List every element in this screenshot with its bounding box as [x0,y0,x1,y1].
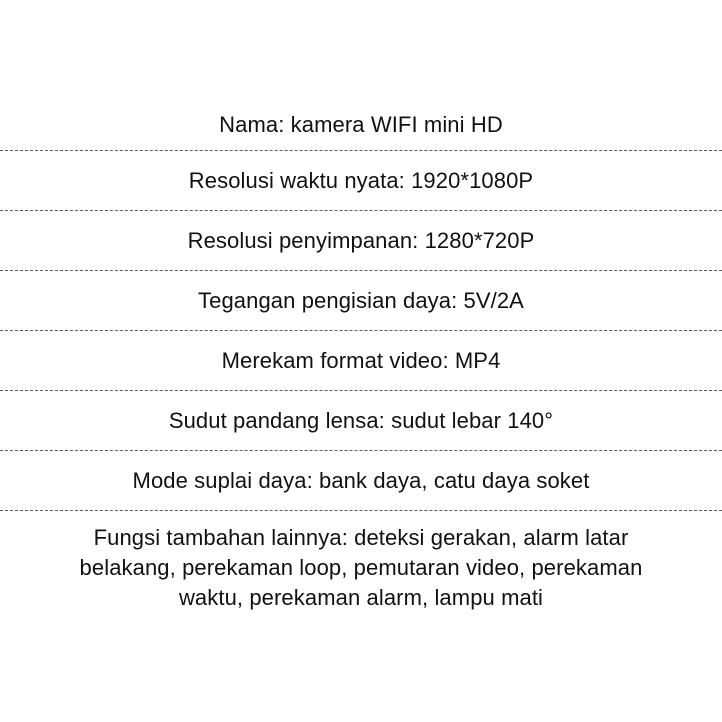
spec-extra-functions [0,511,722,613]
spec-extra-functions-line: Fungsi tambahan lainnya: deteksi gerakan, alarm latar [93,525,629,550]
spec-name: Nama: kamera WIFI mini HD [0,100,722,151]
spec-extra-functions-line: waktu, perekaman alarm, lampu mati [178,585,544,610]
spec-power-mode: Mode suplai daya: bank daya, catu daya soket [0,451,722,511]
spec-storage-resolution: Resolusi penyimpanan: 1280*720P [0,211,722,271]
spec-lens-angle: Sudut pandang lensa: sudut lebar 140° [0,391,722,451]
spec-extra-functions-line: belakang, perekaman loop, pemutaran video, perekaman [79,555,643,580]
spec-video-format: Merekam format video: MP4 [0,331,722,391]
spec-charging-voltage: Tegangan pengisian daya: 5V/2A [0,271,722,331]
spec-list [0,100,722,613]
spec-realtime-resolution: Resolusi waktu nyata: 1920*1080P [0,151,722,211]
